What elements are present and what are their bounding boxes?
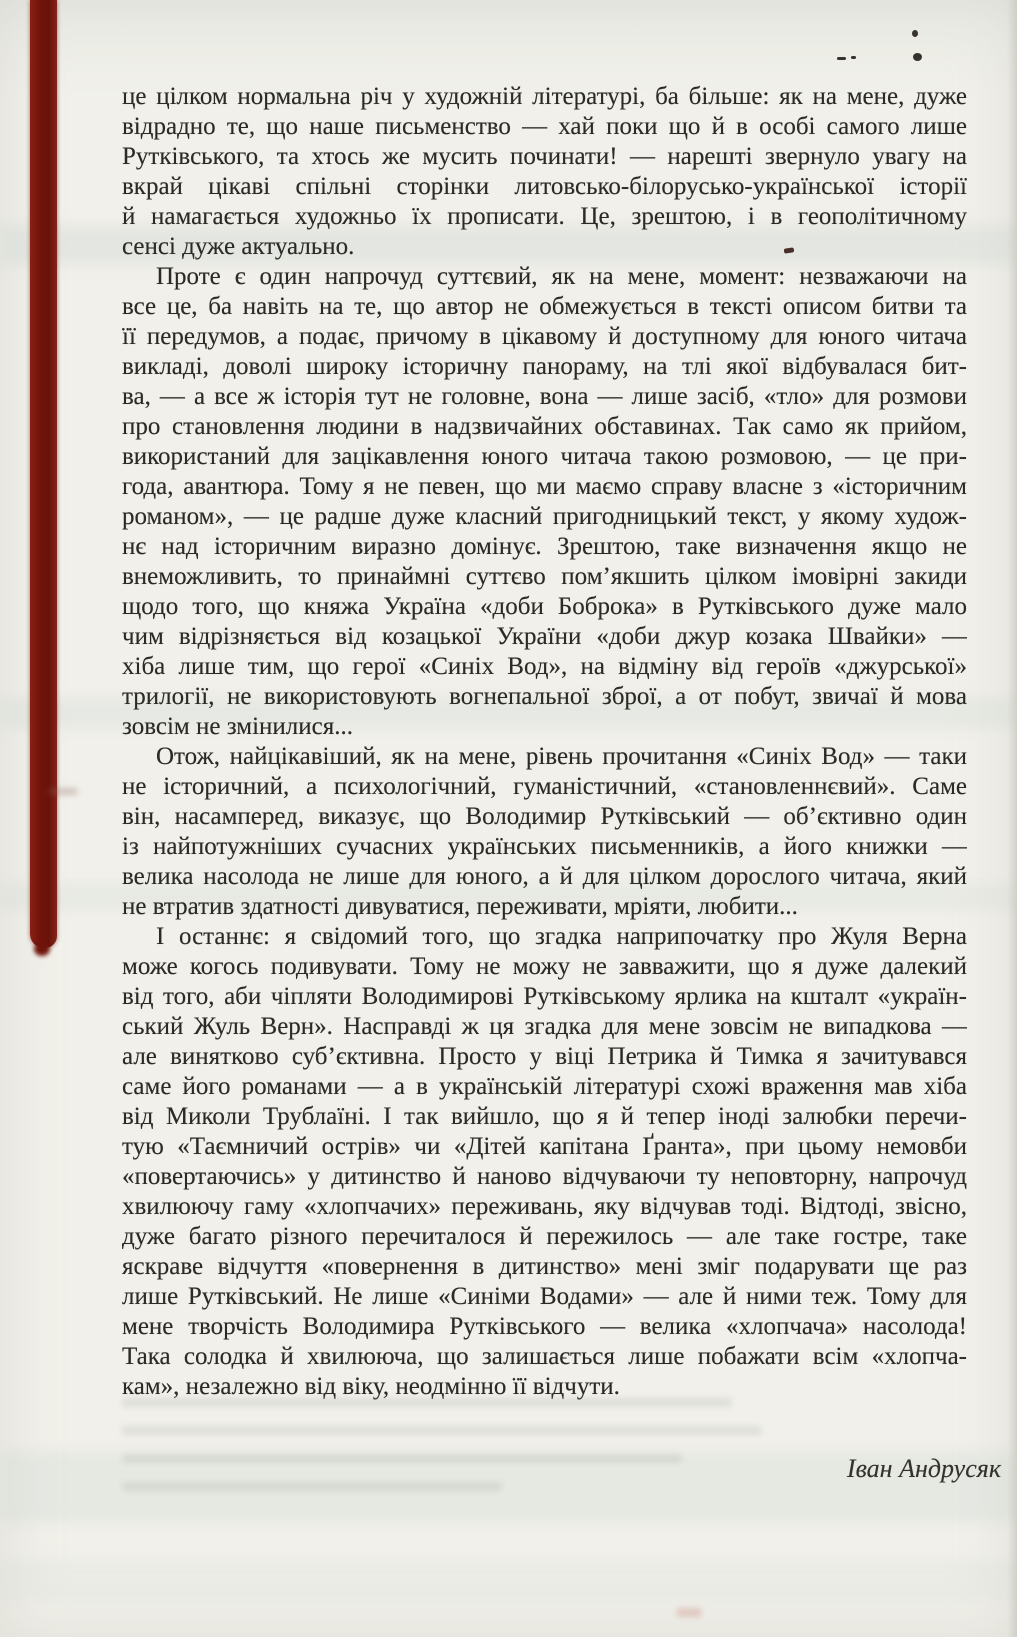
- text-line: мене творчість Володимира Рутківського — велика «хлопчача» насолода!: [122, 1313, 967, 1340]
- text-line: яскраве відчуття «повернення в дитинство» мені зміг подарувати ще раз: [122, 1253, 967, 1280]
- text-line: із найпотужніших сучасних українських письменників, а його книжки —: [122, 833, 967, 860]
- scan-band: [0, 1560, 1017, 1600]
- text-line: лише Рутківський. Не лише «Синіми Водами» — але й ними теж. Тому для: [122, 1283, 967, 1310]
- text-line: хіба лише тим, що герої «Синіх Вод», на відміну від героїв «джурської»: [122, 653, 967, 680]
- text-line: викладі, доволі широку історичну панораму, на тлі якої відбувалася бит-: [122, 353, 967, 380]
- text-line: про становлення людини в надзвичайних обставинах. Так само як прийом,: [122, 413, 967, 440]
- ink-speck: [676, 1608, 702, 1617]
- text-line: не історичний, а психологічний, гуманістичний, «становленнєвий». Саме: [122, 773, 967, 800]
- text-line: відрадно те, що наше письменство — хай поки що й в особі самого лише: [122, 113, 967, 140]
- text-line: але винятково суб’єктивна. Просто у віці Петрика й Тимка я зачитувався: [122, 1043, 967, 1070]
- text-line: тую «Таємничий острів» чи «Дітей капітана Ґранта», при цьому немовби: [122, 1133, 967, 1160]
- text-line: трилогії, не використовують вогнепальної зброї, а от побут, звичаї й мова: [122, 683, 967, 710]
- binding-shadow-bar: [30, 0, 57, 948]
- text-line: вкрай цікаві спільні сторінки литовсько-білорусько-української історії: [122, 173, 967, 200]
- text-line: її передумов, а подає, причому в цікавому й доступному для юного читача: [122, 323, 967, 350]
- text-line: може когось подивувати. Тому не можу не завважити, що я дуже далекий: [122, 953, 967, 980]
- text-line: Проте є один напрочуд суттєвий, як на мене, момент: незважаючи на: [156, 263, 967, 290]
- text-block: [122, 82, 1001, 1484]
- text-line: кам», незалежно від віку, неодмінно її відчути.: [122, 1373, 620, 1400]
- text-line: Отож, найцікавіший, як на мене, рівень прочитання «Синіх Вод» — таки: [156, 743, 967, 770]
- paragraph: [122, 262, 967, 742]
- text-line: зовсім не змінилися...: [122, 713, 353, 740]
- ink-speck: [913, 53, 922, 61]
- text-line: Рутківського, та хтось же мусить починати! — нарешті звернуло увагу на: [122, 143, 967, 170]
- text-line: Така солодка й хвилююча, що залишається лише побажати всім «хлопча-: [122, 1343, 967, 1370]
- paragraph: [122, 742, 967, 922]
- text-line: «повертаючись» у дитинство й наново відчуваючи ту неповторну, напрочуд: [122, 1163, 967, 1190]
- text-line: він, насамперед, виказує, що Володимир Рутківський — об’єктивно один: [122, 803, 967, 830]
- text-line: внеможливить, то принаймні суттєво пом’якшить цілком імовірні закиди: [122, 563, 967, 590]
- text-line: ва, — а все ж історія тут не головне, вона — лише засіб, «тло» для розмови: [122, 383, 967, 410]
- text-line: года, авантюра. Тому я не певен, що ми маємо справу власне з «історичним: [122, 473, 967, 500]
- text-line: від того, аби чіпляти Володимирові Рутківському ярлика на кшталт «україн-: [122, 983, 967, 1010]
- signature: Іван Андрусяк: [846, 1454, 1001, 1483]
- text-line: дуже багато різного перечиталося й пережилось — але таке гостре, таке: [122, 1223, 967, 1250]
- text-line: не втратив здатності дивуватися, переживати, мріяти, любити...: [122, 893, 798, 920]
- paragraph: [122, 82, 967, 262]
- text-line: сенсі дуже актуально.: [122, 233, 355, 260]
- text-line: це цілком нормальна річ у художній літературі, ба більше: як на мене, дуже: [122, 83, 967, 110]
- text-line: велика насолода не лише для юного, а й для цілком дорослого читача, який: [122, 863, 967, 890]
- text-line: все це, ба навіть на те, що автор не обмежується в тексті описом битви та: [122, 293, 967, 320]
- text-line: саме його романами — а в українській літературі схожі враження мав хіба: [122, 1073, 967, 1100]
- text-line: романом», — це радше дуже класний пригодницький текст, у якому худож-: [122, 503, 967, 530]
- text-line: використаний для зацікавлення юного читача такою розмовою, — це при-: [122, 443, 967, 470]
- text-line: нє над історичним виразно домінує. Зрештою, таке визначення якщо не: [122, 533, 967, 560]
- text-line: чим відрізняється від козацької України «доби джур козака Швайки» —: [122, 623, 967, 650]
- ink-speck: [837, 57, 846, 60]
- ink-speck: [851, 56, 856, 59]
- page-edge-shading: [1007, 0, 1017, 1637]
- ink-speck: [912, 30, 918, 37]
- text-line: хвилюючу гаму «хлопчачих» переживань, яку відчував тоді. Відтоді, звісно,: [122, 1193, 967, 1220]
- paragraph: [122, 922, 967, 1402]
- text-line: від Миколи Трублаїні. І так вийшло, що я й тепер іноді залюбки перечи-: [122, 1103, 967, 1130]
- text-line: І останнє: я свідомий того, що згадка наприпочатку про Жуля Верна: [156, 923, 967, 950]
- text-line: ський Жуль Верн». Насправді ж ця згадка для мене зовсім не випадкова —: [122, 1013, 967, 1040]
- text-line: щодо того, що княжа Україна «доби Боброка» в Рутківського дуже мало: [122, 593, 967, 620]
- text-line: й намагається художньо їх прописати. Це, зрештою, і в геополітичному: [122, 203, 967, 230]
